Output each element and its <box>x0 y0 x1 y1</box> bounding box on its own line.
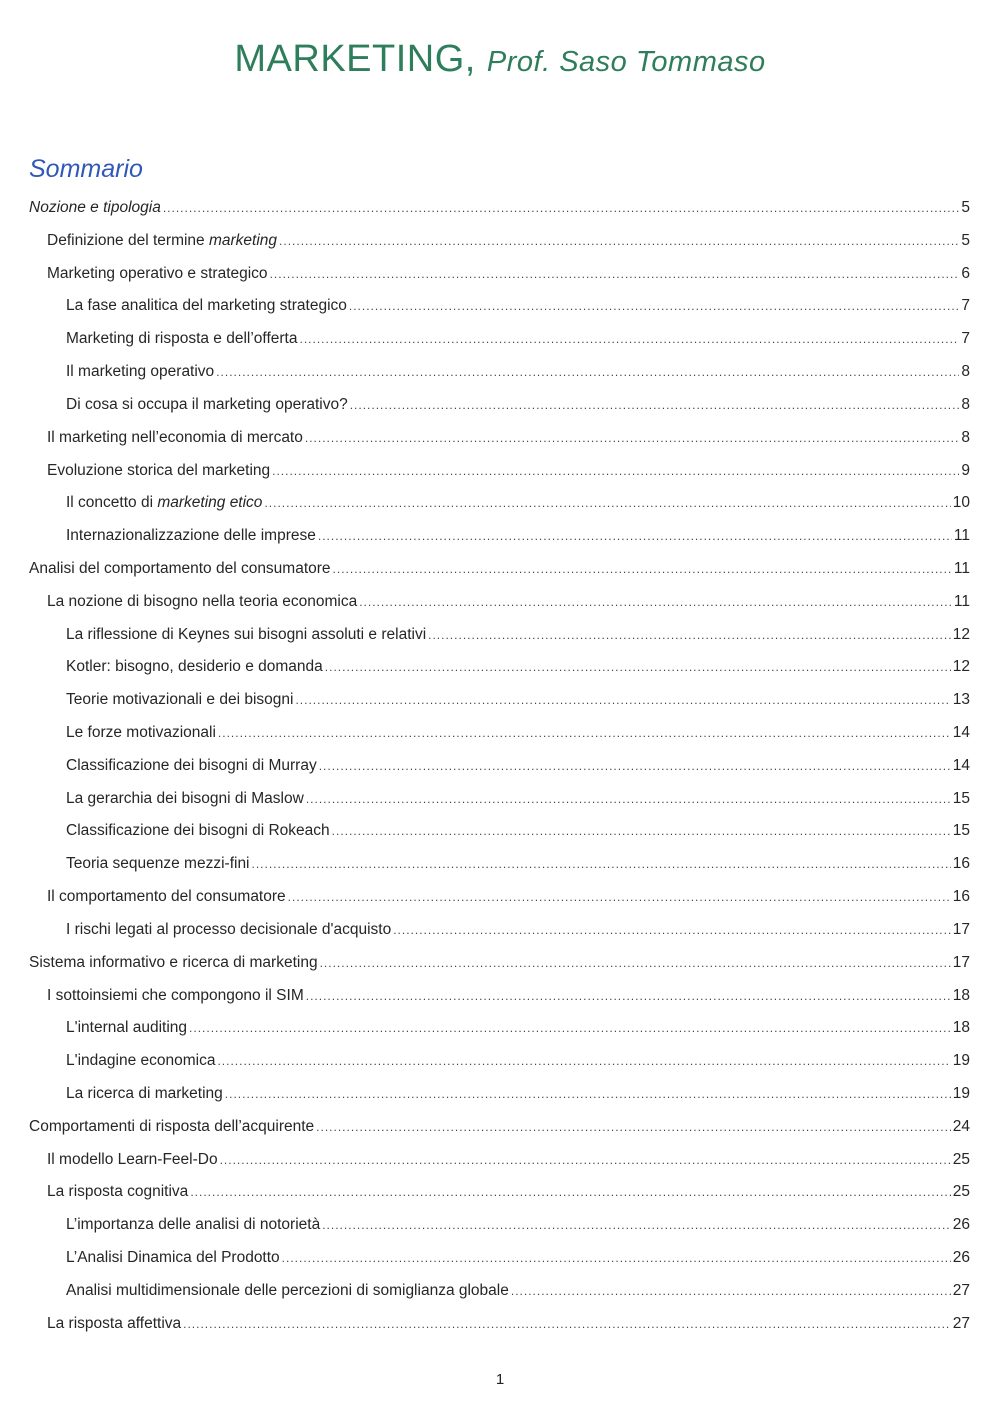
toc-entry-page: 7 <box>961 297 970 315</box>
dot-leader <box>218 726 951 740</box>
toc-entry-label: Il modello Learn-Feel-Do <box>47 1150 218 1168</box>
toc-entry-label: Nozione e tipologia <box>29 199 161 216</box>
dot-leader <box>322 1218 951 1232</box>
toc-entry-page: 25 <box>952 1183 970 1201</box>
toc-entry-page: 10 <box>952 494 970 512</box>
dot-leader <box>350 398 960 412</box>
dot-leader <box>305 431 960 445</box>
toc-entry-label: Il concetto di marketing etico <box>66 494 263 512</box>
toc-entry-label: L'indagine economica <box>66 1052 216 1070</box>
document-title: MARKETING, <box>234 38 476 80</box>
toc-entry-page: 18 <box>952 1019 970 1037</box>
toc-entry-page: 19 <box>952 1084 970 1102</box>
toc-entry-label: Teoria sequenze mezzi-fini <box>66 855 250 873</box>
toc-entry-label: Sistema informativo e ricerca di marketing <box>29 953 318 971</box>
dot-leader <box>220 1153 951 1167</box>
dot-leader <box>299 332 959 346</box>
toc-entry-label: Di cosa si occupa il marketing operativo? <box>66 395 348 413</box>
toc-entry-label: Classificazione dei bisogni di Murray <box>66 756 317 774</box>
dot-leader <box>393 923 951 937</box>
dot-leader <box>428 628 951 642</box>
dot-leader <box>272 464 959 478</box>
toc-entry-label: L'internal auditing <box>66 1019 188 1037</box>
document-author: Prof. Saso Tommaso <box>486 46 766 78</box>
toc-entry[interactable] <box>0 1183 1000 1216</box>
toc-entry-page: 14 <box>952 756 970 774</box>
toc-entry[interactable] <box>0 855 1000 888</box>
toc-entry-label: Kotler: bisogno, desiderio e domanda <box>66 658 323 676</box>
toc-entry-page: 16 <box>952 888 970 906</box>
toc-entry[interactable] <box>0 494 1000 527</box>
toc-entry-label: La risposta affettiva <box>47 1314 182 1332</box>
toc-entry-page: 27 <box>952 1281 970 1299</box>
toc-entry[interactable] <box>0 297 1000 330</box>
toc-entry-page: 17 <box>952 953 970 971</box>
dot-leader <box>333 562 952 576</box>
toc-entry-page: 11 <box>953 527 970 545</box>
toc-entry-label: L’importanza delle analisi di notorietà <box>66 1216 321 1234</box>
dot-leader <box>270 267 960 281</box>
toc-entry-label: La riflessione di Keynes sui bisogni assoluti e relativi <box>66 625 427 643</box>
toc-entry[interactable] <box>0 1151 1000 1184</box>
dot-leader <box>217 1054 950 1068</box>
toc-entry[interactable] <box>0 921 1000 954</box>
toc-entry-label: I rischi legati al processo decisionale d'acquisto <box>66 920 392 938</box>
toc-entry-page: 19 <box>952 1052 970 1070</box>
dot-leader <box>264 496 950 510</box>
toc-entry[interactable] <box>0 1282 1000 1315</box>
toc-entry-label: L’Analisi Dinamica del Prodotto <box>66 1249 280 1266</box>
toc-entry-label: La fase analitica del marketing strategico <box>66 297 347 315</box>
toc-entry[interactable] <box>0 691 1000 724</box>
toc-entry-label: La ricerca di marketing <box>66 1084 223 1102</box>
toc-entry[interactable] <box>0 265 1000 298</box>
toc-entry[interactable] <box>0 1118 1000 1151</box>
toc-entry-page: 27 <box>952 1314 970 1332</box>
toc-entry-page: 15 <box>952 789 970 807</box>
toc-entry-label: Analisi multidimensionale delle percezioni di somiglianza globale <box>66 1281 509 1299</box>
toc-entry[interactable] <box>0 1019 1000 1052</box>
toc-entry[interactable] <box>0 724 1000 757</box>
toc-entry-label: I sottoinsiemi che compongono il SIM <box>47 986 304 1004</box>
toc-entry-page: 18 <box>952 986 970 1004</box>
toc-entry-label: Definizione del termine marketing <box>47 231 278 249</box>
toc-entry[interactable] <box>0 1315 1000 1348</box>
toc-entry-label: Analisi del comportamento del consumatore <box>29 559 331 577</box>
toc-entry-label: Marketing di risposta e dell’offerta <box>66 330 298 348</box>
toc-entry-label: Il comportamento del consumatore <box>47 888 286 906</box>
toc-entry[interactable] <box>0 1249 1000 1282</box>
toc-entry-label: Marketing operativo e strategico <box>47 264 268 282</box>
toc-entry[interactable] <box>0 954 1000 987</box>
dot-leader <box>189 1021 951 1035</box>
toc-entry-page: 9 <box>961 461 970 479</box>
toc-entry-page: 12 <box>952 658 970 676</box>
dot-leader <box>216 365 959 379</box>
toc-entry[interactable] <box>0 757 1000 790</box>
dot-leader <box>359 595 952 609</box>
toc-entry[interactable] <box>0 232 1000 265</box>
toc-entry-page: 14 <box>952 724 970 741</box>
toc-entry-label: La nozione di bisogno nella teoria economica <box>47 592 358 610</box>
toc-entry-page: 26 <box>952 1216 970 1234</box>
toc-entry[interactable] <box>0 658 1000 691</box>
toc-entry[interactable] <box>0 1052 1000 1085</box>
dot-leader <box>252 857 951 871</box>
dot-leader <box>325 660 951 674</box>
toc-entry-label: Internazionalizzazione delle imprese <box>66 527 316 545</box>
toc-entry[interactable] <box>0 330 1000 363</box>
dot-leader <box>306 989 951 1003</box>
dot-leader <box>225 1087 951 1101</box>
toc-entry-page: 17 <box>952 920 970 938</box>
dot-leader <box>349 299 959 313</box>
toc-entry[interactable] <box>0 626 1000 659</box>
toc-entry-page: 13 <box>952 691 970 709</box>
toc-entry-page: 25 <box>952 1150 970 1168</box>
toc-entry-page: 24 <box>952 1117 970 1135</box>
toc-entry-page: 11 <box>953 559 970 577</box>
toc-entry-page: 5 <box>961 199 970 216</box>
dot-leader <box>332 824 951 838</box>
toc-entry-page: 8 <box>961 428 970 446</box>
toc-entry[interactable] <box>0 1216 1000 1249</box>
dot-leader <box>279 234 959 248</box>
dot-leader <box>318 529 952 543</box>
toc-entry[interactable] <box>0 888 1000 921</box>
toc-entry[interactable] <box>0 593 1000 626</box>
toc-entry[interactable] <box>0 1085 1000 1118</box>
dot-leader <box>183 1317 951 1331</box>
toc-entry-label: La gerarchia dei bisogni di Maslow <box>66 789 304 807</box>
dot-leader <box>319 759 951 773</box>
toc-entry-label: Le forze motivazionali <box>66 724 216 741</box>
toc-entry-label: Evoluzione storica del marketing <box>47 461 271 479</box>
toc-entry[interactable] <box>0 199 1000 232</box>
toc-entry[interactable] <box>0 560 1000 593</box>
toc-entry[interactable] <box>0 822 1000 855</box>
dot-leader <box>320 956 951 970</box>
toc-entry-page: 16 <box>952 855 970 873</box>
dot-leader <box>282 1251 951 1265</box>
toc-entry[interactable] <box>0 396 1000 429</box>
toc-entry-page: 8 <box>961 395 970 413</box>
toc-entry[interactable] <box>0 363 1000 396</box>
toc-heading: Sommario <box>29 155 143 183</box>
dot-leader <box>306 792 951 806</box>
toc-entry[interactable] <box>0 790 1000 823</box>
dot-leader <box>190 1185 950 1199</box>
toc-entry[interactable] <box>0 462 1000 495</box>
toc-entry[interactable] <box>0 527 1000 560</box>
toc-entry-label: La risposta cognitiva <box>47 1183 189 1201</box>
dot-leader <box>511 1284 951 1298</box>
toc-entry[interactable] <box>0 987 1000 1020</box>
toc-entry-page: 11 <box>953 592 970 610</box>
toc-entry[interactable] <box>0 429 1000 462</box>
toc-entry-page: 15 <box>952 822 970 840</box>
toc-entry-label: Comportamenti di risposta dell’acquirente <box>29 1117 315 1135</box>
toc-entry-page: 5 <box>961 231 970 249</box>
toc-entry-label: Teorie motivazionali e dei bisogni <box>66 691 294 709</box>
toc-entry-page: 26 <box>952 1249 970 1266</box>
dot-leader <box>288 890 951 904</box>
page-number: 1 <box>495 1371 505 1388</box>
table-of-contents <box>0 199 1000 1347</box>
dot-leader <box>295 693 950 707</box>
toc-entry-page: 8 <box>961 363 970 381</box>
dot-leader <box>316 1120 951 1134</box>
toc-entry-page: 12 <box>952 625 970 643</box>
toc-entry-page: 7 <box>961 330 970 348</box>
dot-leader <box>163 201 960 215</box>
toc-entry-page: 6 <box>961 264 970 282</box>
toc-entry-label: Il marketing nell’economia di mercato <box>47 428 303 446</box>
toc-entry-label: Classificazione dei bisogni di Rokeach <box>66 822 330 840</box>
toc-entry-label: Il marketing operativo <box>66 363 215 381</box>
page-title <box>0 38 1000 81</box>
